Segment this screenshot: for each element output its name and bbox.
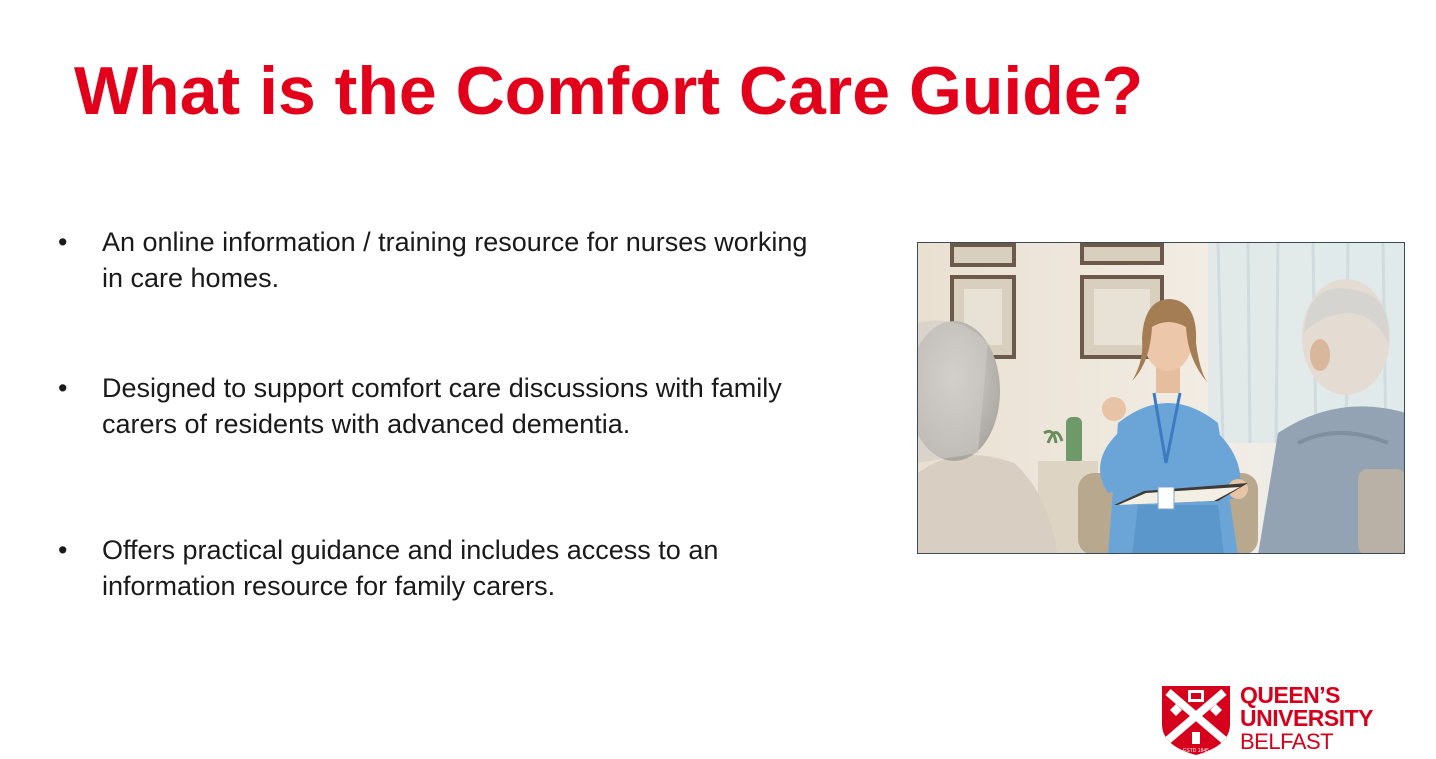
university-crest-icon [1160,684,1232,756]
bullet-marker: • [58,227,68,257]
university-name [1240,684,1373,753]
qub-logo [1160,684,1390,756]
logo-line-2: UNIVERSITY [1240,705,1374,731]
nurse-photo [917,242,1405,554]
logo-line-3: BELFAST [1240,729,1334,754]
bullet-marker: • [58,373,68,403]
bullet-text: An online information / training resource for nurses working in care homes. [102,227,808,293]
slide-title: What is the Comfort Care Guide? [74,53,1144,129]
logo-line-1: QUEEN’S [1240,682,1341,708]
crest-text: ESTD 1845 [1183,748,1209,754]
bullet-text: Offers practical guidance and includes access to an information resource for family carers. [102,535,719,601]
bullet-marker: • [58,535,68,565]
bullet-text: Designed to support comfort care discussions with family carers of residents with advanced dementia. [102,373,782,439]
